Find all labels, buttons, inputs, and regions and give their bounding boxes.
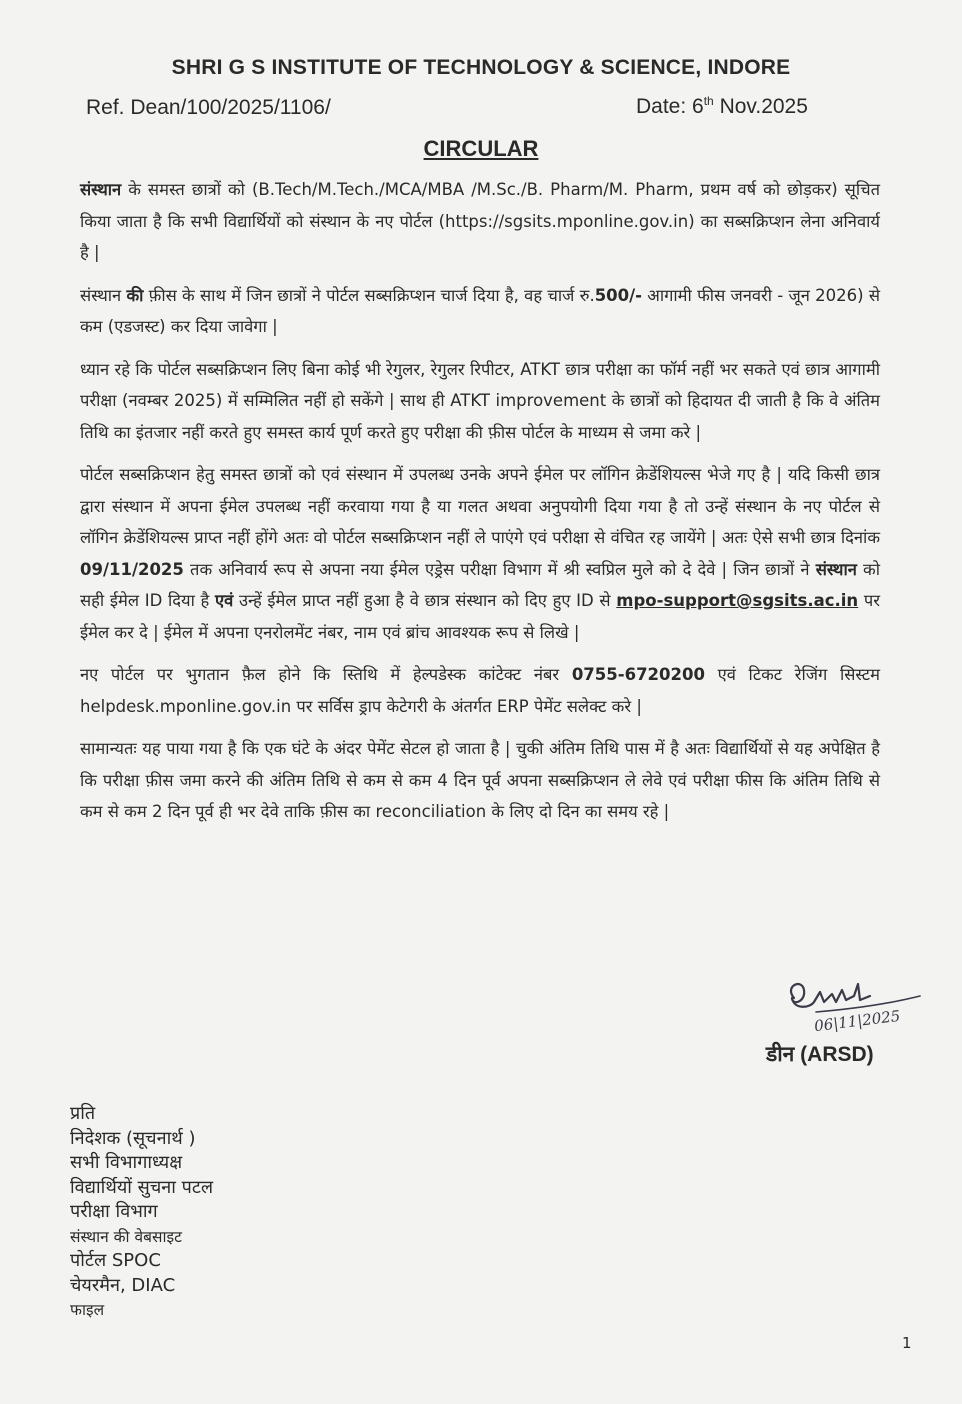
copy-to-item: चेयरमैन, DIAC xyxy=(70,1274,176,1296)
copy-to-item: पोर्टल SPOC xyxy=(70,1250,161,1271)
signatory-designation: डीन (ARSD) xyxy=(766,1043,874,1066)
copy-to-item: परीक्षा विभाग xyxy=(70,1201,158,1222)
page-number: 1 xyxy=(902,1334,912,1352)
circular-body xyxy=(80,174,880,839)
copy-to-item: सभी विभागाध्यक्ष xyxy=(70,1152,183,1173)
institute-name: SHRI G S INSTITUTE OF TECHNOLOGY & SCIENCE, INDORE xyxy=(171,56,791,79)
paragraph-1: संस्थान के समस्त छात्रों को (B.Tech/M.Tech./MCA/MBA /M.Sc./B. Pharm/M. Pharm, प्रथम वर्ष को छोड़कर) सूचित किया जाता है कि सभी विद्यार्थियों को संस्थान के नए पोर्टल (https://sgsits.mponline.gov.in) का सब्सक्रिप्शन लेना अनिवार्य है | xyxy=(80,180,880,262)
support-email-link[interactable]: mpo-support@sgsits.ac.in xyxy=(616,591,859,610)
copy-to-list xyxy=(70,1102,213,1323)
signature xyxy=(780,976,940,1046)
paragraph-6: सामान्यतः यह पाया गया है कि एक घंटे के अंदर पेमेंट सेटल हो जाता है | चुकी अंतिम तिथि पास में है अतः विद्यार्थियों से यह अपेक्षित है कि परीक्षा फ़ीस जमा करने की अंतिम तिथि से कम से कम 4 दिन पूर्व अपना सब्सक्रिप्शन ले लेवे एवं परीक्षा फीस कि अंतिम तिथि से कम से कम 2 दिन पूर्व ही भर देवे ताकि फ़ीस का reconciliation के लिए दो दिन का समय रहे | xyxy=(80,739,880,821)
circular-date: Date: 6th Nov.2025 xyxy=(636,94,808,118)
copy-to-item: फाइल xyxy=(70,1301,105,1319)
signature-date: 06|11|2025 xyxy=(813,1006,902,1036)
copy-to-item: निदेशक (सूचनार्थ ) xyxy=(70,1127,196,1149)
copy-to-item: संस्थान की वेबसाइट xyxy=(70,1227,182,1246)
paragraph-4: पोर्टल सब्सक्रिप्शन हेतु समस्त छात्रों को एवं संस्थान में उपलब्ध उनके अपने ईमेल पर लॉगिन क्रेडेंशियल्स भेजे गए है | यदि किसी छात्र द्वारा संस्थान में अपना ईमेल उपलब्ध नहीं करवाया गया है या गलत अथवा अनुपयोगी दिया गया है तो उन्हें संस्थान के नए पोर्टल से लॉगिन क्रेडेंशियल्स प्राप्त नहीं होंगे अतः वो पोर्टल सब्सक्रिप्शन नहीं ले पाएंगे एवं परीक्षा से वंचित रह जायेंगे | अतः ऐसे सभी छात्र दिनांक 09/11/2025 तक अनिवार्य रूप से अपना नया ईमेल एड्रेस परीक्षा विभाग में श्री स्वप्रिल मुले को दे देवे | जिन छात्रों ने संस्थान को सही ईमेल ID दिया है एवं उन्हें ईमेल प्राप्त नहीं हुआ है वे छात्र संस्थान को दिए हुए ID से mpo-support@sgsits.ac.in पर ईमेल कर दे | ईमेल में अपना एनरोलमेंट नंबर, नाम एवं ब्रांच आवश्यक रूप से लिखे | xyxy=(80,465,880,642)
paragraph-5: नए पोर्टल पर भुगतान फ़ैल होने कि स्तिथि में हेल्पडेस्क कांटेक्ट नंबर 0755-6720200 एवं टिकट रेजिंग सिस्टम helpdesk.mponline.gov.in पर सर्विस ड्राप केटेगरी के अंतर्गत ERP पेमेंट सलेक्ट करे | xyxy=(80,665,880,716)
paragraph-2: संस्थान की फ़ीस के साथ में जिन छात्रों ने पोर्टल सब्सक्रिप्शन चार्ज दिया है, वह चार्ज रु.500/- आगामी फीस जनवरी - जून 2026) से कम (एडजस्ट) कर दिया जावेगा | xyxy=(80,285,880,336)
reference-number: Ref. Dean/100/2025/1106/ xyxy=(86,96,331,119)
circular-title: CIRCULAR xyxy=(423,136,539,161)
copy-to-label: प्रति xyxy=(70,1103,96,1124)
helpdesk-phone: 0755-6720200 xyxy=(571,665,705,684)
paragraph-3: ध्यान रहे कि पोर्टल सब्सक्रिप्शन लिए बिना कोई भी रेगुलर, रेगुलर रिपीटर, ATKT छात्र परीक्षा का फॉर्म नहीं भर सकते एवं छात्र आगामी परीक्षा (नवम्बर 2025) में सम्मिलित नहीं हो सकेंगे | साथ ही ATKT improvement के छात्रों को हिदायत दी जाती है कि वे अंतिम तिथि का इंतजार नहीं करते हुए समस्त कार्य पूर्ण करते हुए परीक्षा की फ़ीस पोर्टल के माध्यम से जमा करे | xyxy=(80,359,880,442)
copy-to-item: विद्यार्थियों सुचना पटल xyxy=(70,1176,214,1198)
